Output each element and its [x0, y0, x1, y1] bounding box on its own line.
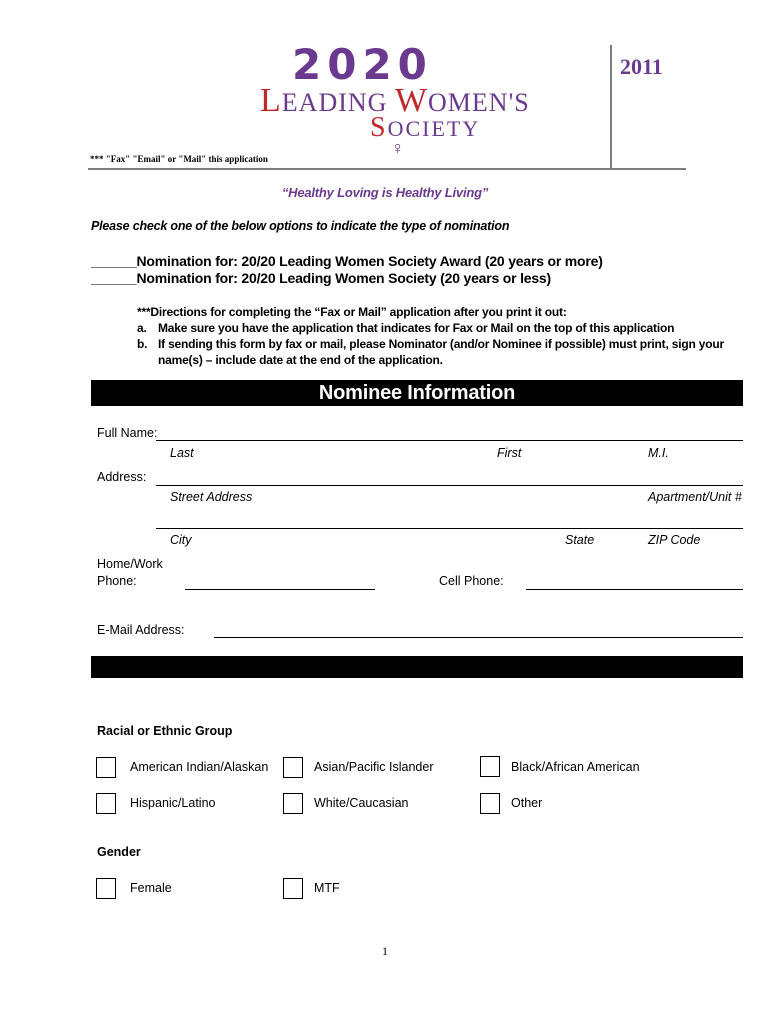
asian-pacific-checkbox[interactable] — [283, 757, 303, 778]
directions-b-marker: b. — [137, 337, 148, 351]
other-label: Other — [511, 796, 543, 810]
cell-phone-label: Cell Phone: — [439, 574, 504, 588]
city-state-zip-field[interactable] — [156, 528, 743, 529]
email-address-field[interactable] — [214, 637, 743, 638]
venus-symbol-icon: ♀ — [391, 138, 405, 158]
header-year: 2011 — [620, 54, 663, 79]
mtf-label: MTF — [314, 881, 340, 895]
black-african-american-label: Black/African American — [511, 760, 640, 774]
full-name-label: Full Name: — [97, 426, 158, 440]
american-indian-label: American Indian/Alaskan — [130, 760, 269, 774]
mtf-checkbox[interactable] — [283, 878, 303, 899]
nomination-option-award[interactable]: ______Nomination for: 20/20 Leading Women Society Award (20 years or more) — [91, 253, 603, 269]
city-caption: City — [170, 533, 192, 547]
racial-ethnic-heading: Racial or Ethnic Group — [97, 724, 233, 738]
logo-2020-text: 2020 — [292, 40, 433, 89]
home-work-phone-field[interactable] — [185, 589, 375, 590]
directions-b-text-1: If sending this form by fax or mail, please Nominator (and/or Nominee if possible) must print, sign your — [158, 337, 724, 351]
zip-code-caption: ZIP Code — [648, 533, 701, 547]
page-number: 1 — [382, 944, 388, 958]
logo-letter-l: L — [260, 82, 282, 119]
directions-heading: ***Directions for completing the “Fax or Mail” application after you print it out: — [137, 305, 567, 319]
header-vertical-divider — [610, 45, 612, 169]
asian-pacific-label: Asian/Pacific Islander — [314, 760, 434, 774]
header-horizontal-divider — [88, 168, 686, 170]
logo-eading: EADING — [281, 88, 395, 117]
full-name-field[interactable] — [156, 440, 743, 441]
logo-ociety: OCIETY — [387, 116, 481, 141]
cell-phone-field[interactable] — [526, 589, 743, 590]
directions-b-text-2: name(s) – include date at the end of the application. — [158, 353, 443, 367]
nomination-instructions: Please check one of the below options to indicate the type of nomination — [91, 219, 510, 233]
apartment-unit-caption: Apartment/Unit # — [648, 490, 742, 504]
logo-omens: OMEN'S — [428, 88, 530, 117]
white-caucasian-label: White/Caucasian — [314, 796, 409, 810]
logo-letter-w: W — [394, 82, 429, 119]
nomination-option-society[interactable]: ______Nomination for: 20/20 Leading Women Society (20 years or less) — [91, 270, 551, 286]
female-checkbox[interactable] — [96, 878, 116, 899]
phone-label: Phone: — [97, 574, 137, 588]
home-work-label: Home/Work — [97, 557, 163, 571]
american-indian-checkbox[interactable] — [96, 757, 116, 778]
last-name-caption: Last — [170, 446, 194, 460]
state-caption: State — [565, 533, 595, 547]
fax-email-mail-note: *** "Fax" "Email" or "Mail" this application — [90, 154, 268, 164]
directions-a-marker: a. — [137, 321, 147, 335]
logo-letter-s: S — [370, 112, 388, 143]
street-address-field[interactable] — [156, 485, 743, 486]
other-checkbox[interactable] — [480, 793, 500, 814]
tagline: “Healthy Loving is Healthy Living” — [281, 185, 489, 200]
section-divider-bar — [91, 656, 743, 678]
black-african-american-checkbox[interactable] — [480, 756, 500, 777]
female-label: Female — [130, 881, 172, 895]
email-address-label: E-Mail Address: — [97, 623, 185, 637]
white-caucasian-checkbox[interactable] — [283, 793, 303, 814]
hispanic-latino-label: Hispanic/Latino — [130, 796, 216, 810]
logo-society-text — [370, 112, 480, 144]
directions-a-text: Make sure you have the application that indicates for Fax or Mail on the top of this application — [158, 321, 675, 335]
gender-heading: Gender — [97, 845, 141, 859]
nominee-information-title: Nominee Information — [318, 382, 516, 404]
middle-initial-caption: M.I. — [648, 446, 669, 460]
address-label: Address: — [97, 470, 147, 484]
first-name-caption: First — [497, 446, 522, 460]
street-address-caption: Street Address — [170, 490, 253, 504]
hispanic-latino-checkbox[interactable] — [96, 793, 116, 814]
